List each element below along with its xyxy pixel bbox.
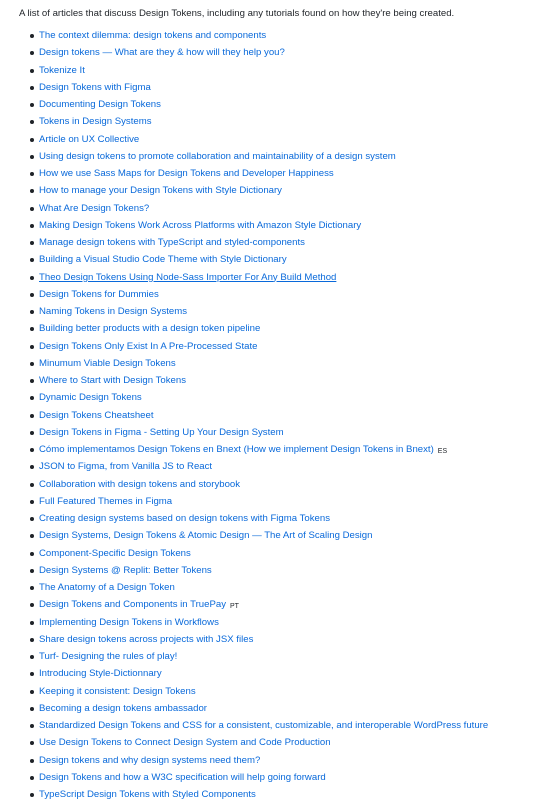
list-item [30, 579, 550, 596]
article-link[interactable]: Tokenize It [39, 64, 85, 76]
article-link[interactable]: Building better products with a design token pipeline [39, 323, 261, 335]
article-link[interactable]: Cómo implementamos Design Tokens en Bnext (How we implement Design Tokens in Bnext) [39, 444, 434, 455]
list-item [30, 62, 550, 79]
list-item [30, 734, 550, 751]
article-link[interactable]: Design Tokens in Figma - Setting Up Your Design System [39, 426, 284, 438]
list-item [30, 424, 550, 441]
bullet-icon [30, 569, 34, 573]
article-link[interactable]: Making Design Tokens Work Across Platforms with Amazon Style Dictionary [39, 219, 362, 231]
article-link[interactable]: Design Systems @ Replit: Better Tokens [39, 564, 212, 576]
language-tag: PT [230, 603, 239, 611]
list-item [30, 717, 550, 734]
article-link[interactable]: Design Tokens and Components in TruePay [39, 599, 227, 611]
intro-text: A list of articles that discuss Design Tokens, including any tutorials found on how they're being created. [19, 8, 455, 19]
bullet-icon [30, 586, 34, 590]
list-item [30, 251, 550, 268]
list-item [30, 631, 550, 648]
list-item [30, 407, 550, 424]
bullet-icon [30, 396, 34, 400]
bullet-icon [30, 172, 34, 176]
bullet-icon [30, 155, 34, 159]
list-item [30, 165, 550, 182]
bullet-icon [30, 103, 34, 107]
article-link[interactable]: Building a Visual Studio Code Theme with Style Dictionary [39, 254, 287, 266]
article-link[interactable]: Design Tokens with Figma [39, 81, 151, 93]
list-item [30, 217, 550, 234]
article-list [19, 27, 550, 803]
article-link[interactable]: Collaboration with design tokens and storybook [39, 478, 241, 490]
article-link[interactable]: Design Tokens for Dummies [39, 288, 159, 300]
bullet-icon [30, 552, 34, 556]
article-link[interactable]: Standardized Design Tokens and CSS for a consistent, customizable, and interoperable WordPress future [39, 720, 489, 731]
article-link[interactable]: TypeScript Design Tokens with Styled Components [39, 789, 256, 800]
list-item [30, 648, 550, 665]
article-link[interactable]: Design Tokens Only Exist In A Pre-Processed State [39, 340, 258, 352]
list-item [30, 27, 550, 44]
article-link[interactable]: Full Featured Themes in Figma [39, 495, 173, 507]
bullet-icon [30, 34, 34, 38]
article-link[interactable]: Minumum Viable Design Tokens [39, 357, 176, 369]
bullet-icon [30, 672, 34, 676]
article-link[interactable]: How to manage your Design Tokens with Style Dictionary [39, 185, 282, 197]
list-item [30, 113, 550, 130]
list-item [30, 355, 550, 372]
bullet-icon [30, 345, 34, 349]
bullet-icon [30, 69, 34, 73]
bullet-icon [30, 293, 34, 297]
list-item [30, 200, 550, 217]
list-item [30, 79, 550, 96]
list-item [30, 665, 550, 682]
list-item [30, 269, 550, 286]
article-link[interactable]: Component-Specific Design Tokens [39, 547, 191, 559]
article-link[interactable]: Introducing Style-Dictionnary [39, 668, 162, 680]
bullet-icon [30, 241, 34, 245]
article-link[interactable]: The Anatomy of a Design Token [39, 582, 175, 593]
bullet-icon [30, 138, 34, 142]
bullet-icon [30, 362, 34, 366]
list-item [30, 700, 550, 717]
list-item [30, 476, 550, 493]
list-item [30, 458, 550, 475]
article-link[interactable]: Implementing Design Tokens in Workflows [39, 616, 219, 628]
bullet-icon [30, 86, 34, 90]
list-item [30, 786, 550, 803]
bullet-icon [30, 379, 34, 383]
article-link[interactable]: What Are Design Tokens? [39, 202, 150, 214]
list-item [30, 545, 550, 562]
article-link[interactable]: Keeping it consistent: Design Tokens [39, 685, 196, 697]
list-item [30, 389, 550, 406]
bullet-icon [30, 258, 34, 262]
list-item [30, 44, 550, 61]
bullet-icon [30, 603, 34, 607]
bullet-icon [30, 310, 34, 314]
list-item [30, 769, 550, 786]
article-link[interactable]: Turf- Designing the rules of play! [39, 651, 178, 662]
list-item [30, 752, 550, 769]
list-item [30, 527, 550, 544]
bullet-icon [30, 51, 34, 55]
article-link[interactable]: Design tokens — What are they & how will they help you? [39, 47, 285, 59]
list-item [30, 441, 550, 458]
list-item [30, 148, 550, 165]
bullet-icon [30, 414, 34, 418]
bullet-icon [30, 189, 34, 193]
bullet-icon [30, 483, 34, 487]
bullet-icon [30, 327, 34, 331]
article-link[interactable]: Article on UX Collective [39, 133, 140, 145]
bullet-icon [30, 776, 34, 780]
bullet-icon [30, 500, 34, 504]
bullet-icon [30, 224, 34, 228]
bullet-icon [30, 638, 34, 642]
list-item [30, 614, 550, 631]
list-item [30, 286, 550, 303]
bullet-icon [30, 793, 34, 797]
list-item [30, 510, 550, 527]
list-item [30, 493, 550, 510]
bullet-icon [30, 448, 34, 452]
article-link[interactable]: Manage design tokens with TypeScript and styled-components [39, 237, 305, 248]
list-item [30, 372, 550, 389]
article-link[interactable]: Use Design Tokens to Connect Design System and Code Production [39, 737, 331, 749]
bullet-icon [30, 276, 34, 280]
article-link[interactable]: Tokens in Design Systems [39, 116, 152, 128]
list-item [30, 303, 550, 320]
article-link[interactable]: Naming Tokens in Design Systems [39, 306, 188, 317]
list-item [30, 683, 550, 700]
bullet-icon [30, 534, 34, 538]
article-link[interactable]: Creating design systems based on design tokens with Figma Tokens [39, 513, 330, 524]
list-item [30, 96, 550, 113]
bullet-icon [30, 517, 34, 521]
article-link[interactable]: How we use Sass Maps for Design Tokens and Developer Happiness [39, 168, 334, 179]
bullet-icon [30, 655, 34, 659]
bullet-icon [30, 465, 34, 469]
language-tag: ES [437, 448, 448, 455]
bullet-icon [30, 724, 34, 728]
list-item [30, 234, 550, 251]
article-link[interactable]: Design Systems, Design Tokens & Atomic Design — The Art of Scaling Design [39, 530, 373, 542]
article-link[interactable]: Design tokens and why design systems need them? [39, 754, 261, 766]
list-item [30, 131, 550, 148]
article-link[interactable]: Becoming a design tokens ambassador [39, 702, 207, 714]
bullet-icon [30, 707, 34, 711]
list-item [30, 320, 550, 337]
list-item [30, 562, 550, 579]
article-link[interactable]: The context dilemma: design tokens and components [39, 30, 267, 41]
article-link[interactable]: Documenting Design Tokens [39, 99, 161, 110]
article-link[interactable]: JSON to Figma, from Vanilla JS to React [39, 461, 213, 473]
article-link[interactable]: Theo Design Tokens Using Node-Sass Importer For Any Build Method [39, 271, 337, 283]
bullet-icon [30, 120, 34, 124]
article-link[interactable]: Design Tokens and how a W3C specification will help going forward [39, 771, 326, 783]
bullet-icon [30, 759, 34, 763]
list-item [30, 338, 550, 355]
bullet-icon [30, 621, 34, 625]
article-link[interactable]: Where to Start with Design Tokens [39, 375, 186, 386]
article-link[interactable]: Share design tokens across projects with JSX files [39, 633, 254, 645]
article-link[interactable]: Using design tokens to promote collaboration and maintainability of a design system [39, 150, 396, 162]
article-link[interactable]: Dynamic Design Tokens [39, 392, 142, 404]
article-link[interactable]: Design Tokens Cheatsheet [39, 409, 154, 421]
bullet-icon [30, 207, 34, 211]
bullet-icon [30, 690, 34, 694]
bullet-icon [30, 431, 34, 435]
list-item [30, 182, 550, 199]
list-item [30, 596, 550, 613]
bullet-icon [30, 741, 34, 745]
